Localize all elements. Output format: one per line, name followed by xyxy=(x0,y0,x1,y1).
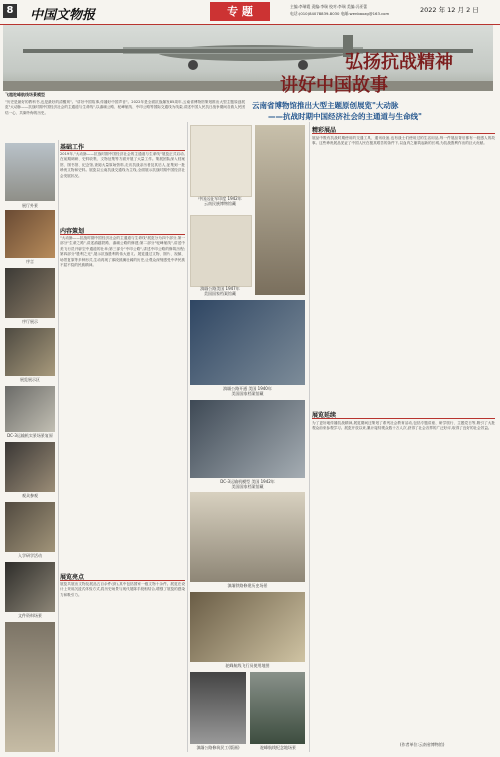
caption-dc3-model: DC-3运输机模型 美国 1942年 美国国家档案馆藏 xyxy=(220,479,275,489)
photo-bottom-left xyxy=(5,622,55,752)
photo-documents xyxy=(5,562,55,612)
masthead: 中国文物报 xyxy=(30,8,96,23)
section-design-highlights: 展览亮点 xyxy=(60,574,85,581)
editor-line-2: 电话:(010)84078839-8030 电邮:wenbaozg@163.com xyxy=(290,11,390,16)
photo-hall xyxy=(5,268,55,318)
main-title-line-1: 弘扬抗战精神 xyxy=(345,52,453,73)
artifact-railway-scene xyxy=(190,492,305,582)
section-exhibition-continuation: 展览延续 xyxy=(312,412,337,419)
photo-visitors xyxy=(5,442,55,492)
editor-line-1: 主编:李瑞霞 责编:李瑞 校对:李瑞 美编:冯亚蕾 xyxy=(290,4,368,9)
basic-work-text: 2019年,"大动脉——抗战时期中国经济社会的主通道与生命线"展览正式启动,在前期调研、史料收集、文物征集等方面开展了大量工作。策展团队深入档案馆、图书馆、纪念馆,查阅大量原始资料,走访抗战亲历者及其后人,征集到一批珍贵文物和史料。展览以云南抗战交通线为主线,全面展示抗战时期中国经济社会发展状况。 xyxy=(60,152,185,178)
page-number: 8 xyxy=(3,4,17,18)
caption-artifact-1942: 中国远征军印度 1942年 云南民族博物馆藏 xyxy=(198,196,242,206)
section-basic-work: 基础工作 xyxy=(60,144,85,151)
photo-exterior xyxy=(5,143,55,201)
section-badge xyxy=(210,2,270,21)
caption-hall: 序厅展示 xyxy=(22,319,38,324)
photo-dc3-scene xyxy=(5,386,55,432)
artifact-dc3-model xyxy=(190,400,305,478)
section-featured-items: 精彩展品 xyxy=(312,127,337,134)
caption-preface: 序言 xyxy=(26,259,34,264)
continuation-text: 为了更好地传播抗战精神,展览期间还策划了系列社会教育活动,包括专题讲座、研学旅行、主题党日等,吸引了大批观众前来参观学习。展览开放以来,累计接待观众数十万人次,获得了社会各界的广泛好评,取得了良好的社会效益。 xyxy=(312,421,495,431)
section-title: 专 题 xyxy=(227,5,253,18)
caption-road-open: 滇缅公路开通 美国 1940年 美国国家档案馆藏 xyxy=(223,386,272,396)
author-credit: (作者单位:云南省博物馆) xyxy=(400,742,445,747)
caption-pilot-map: 驼峰航线飞行员使用地图 xyxy=(225,663,270,668)
caption-dc3-scene: DC-3运输机实景场景复原 xyxy=(7,433,53,438)
section-content-planning: 内容策划 xyxy=(60,228,85,235)
caption-woodcut: 滇缅公路修筑民工(版画) xyxy=(196,745,240,750)
caption-study: 入学研学活动 xyxy=(18,553,42,558)
caption-hero: 飞越驼峰航线场景模型 xyxy=(5,92,45,97)
subtitle-line-1: 云南省博物馆推出大型主题原创展览"大动脉 xyxy=(252,101,399,110)
artifact-roadmap-1947 xyxy=(190,215,252,287)
featured-items-text: 展品中既有抗战时期使用的交通工具、通讯设备,也有战士们使用过的生活用品,每一件展品背后都有一段感人的故事。这些珍贵展品见证了中国人民在极其艰苦的条件下,以血肉之躯筑起新的长城,为抗战胜利作出的巨大贡献。 xyxy=(312,136,495,146)
artifact-pilot-map xyxy=(190,592,305,662)
intro-paragraph: "历史是最好的教科书,也是最好的清醒剂"。"讲好中国故事,传播好中国声音"。2022年是全面抗战爆发85周年,云南省博物馆策划推出大型主题原创展览"大动脉——抗战时期中国经济社会的主通道与生命线",以滇缅公路、驼峰航线、中印公路等国际交通线为线索,讲述中国人民抗日战争期间各族人民团结一心、共御外侮的历史。 xyxy=(5,100,245,115)
subtitle-line-2: ——抗战时期中国经济社会的主通道与生命线" xyxy=(268,112,422,121)
content-planning-text: "大动脉——抗战时期中国经济社会的主通道与生命线"展览分为四个部分,第一部分"生命之路",讲述滇越铁路、滇缅公路的修建;第二部分"驼峰航线",讲述中美飞行员开辟空中通道的壮举;第三部分"中印公路",讲述中印公路的修筑历程;第四部分"胜利之光",展示抗战胜利的伟大意义。展览通过文物、图片、视频、场景复原等多种形式,生动再现了那段波澜壮阔的历史,让观众深刻感受中华民族不屈不挠的民族精神。 xyxy=(60,236,185,268)
design-text: 展览共展出文物及展品五百余件(套),其中包括国家一级文物十余件。展览在设计上采用沉浸式体验方式,将历史场景与现代展陈手段相结合,增强了展览的感染力和吸引力。 xyxy=(60,582,185,597)
caption-railway-scene: 滇缅铁路修建历史场景 xyxy=(227,583,268,588)
issue-date: 2022 年 12 月 2 日 xyxy=(420,6,479,14)
caption-artifact-1947: 滇缅公路美国 1947年 美国国家档案馆藏 xyxy=(200,286,240,296)
caption-memorial: 驼峰航线纪念地场景 xyxy=(260,745,296,750)
artifact-memorial xyxy=(250,672,305,744)
caption-exterior: 展厅外景 xyxy=(22,203,38,208)
page-header xyxy=(0,0,500,25)
artifact-document-1942 xyxy=(190,125,252,197)
caption-exhibit-area: 展览展示区 xyxy=(20,377,40,382)
photo-exhibit-area xyxy=(5,328,55,376)
main-title-line-2: 讲好中国故事 xyxy=(280,75,388,96)
artifact-road-open-1940 xyxy=(190,300,305,385)
artifact-woodcut xyxy=(190,672,246,744)
photo-study xyxy=(5,502,55,552)
photo-preface xyxy=(5,210,55,258)
photo-plane-interior xyxy=(255,125,305,295)
caption-visitors: 观众参观 xyxy=(22,493,38,498)
caption-documents: 文件资料场景 xyxy=(18,613,42,618)
